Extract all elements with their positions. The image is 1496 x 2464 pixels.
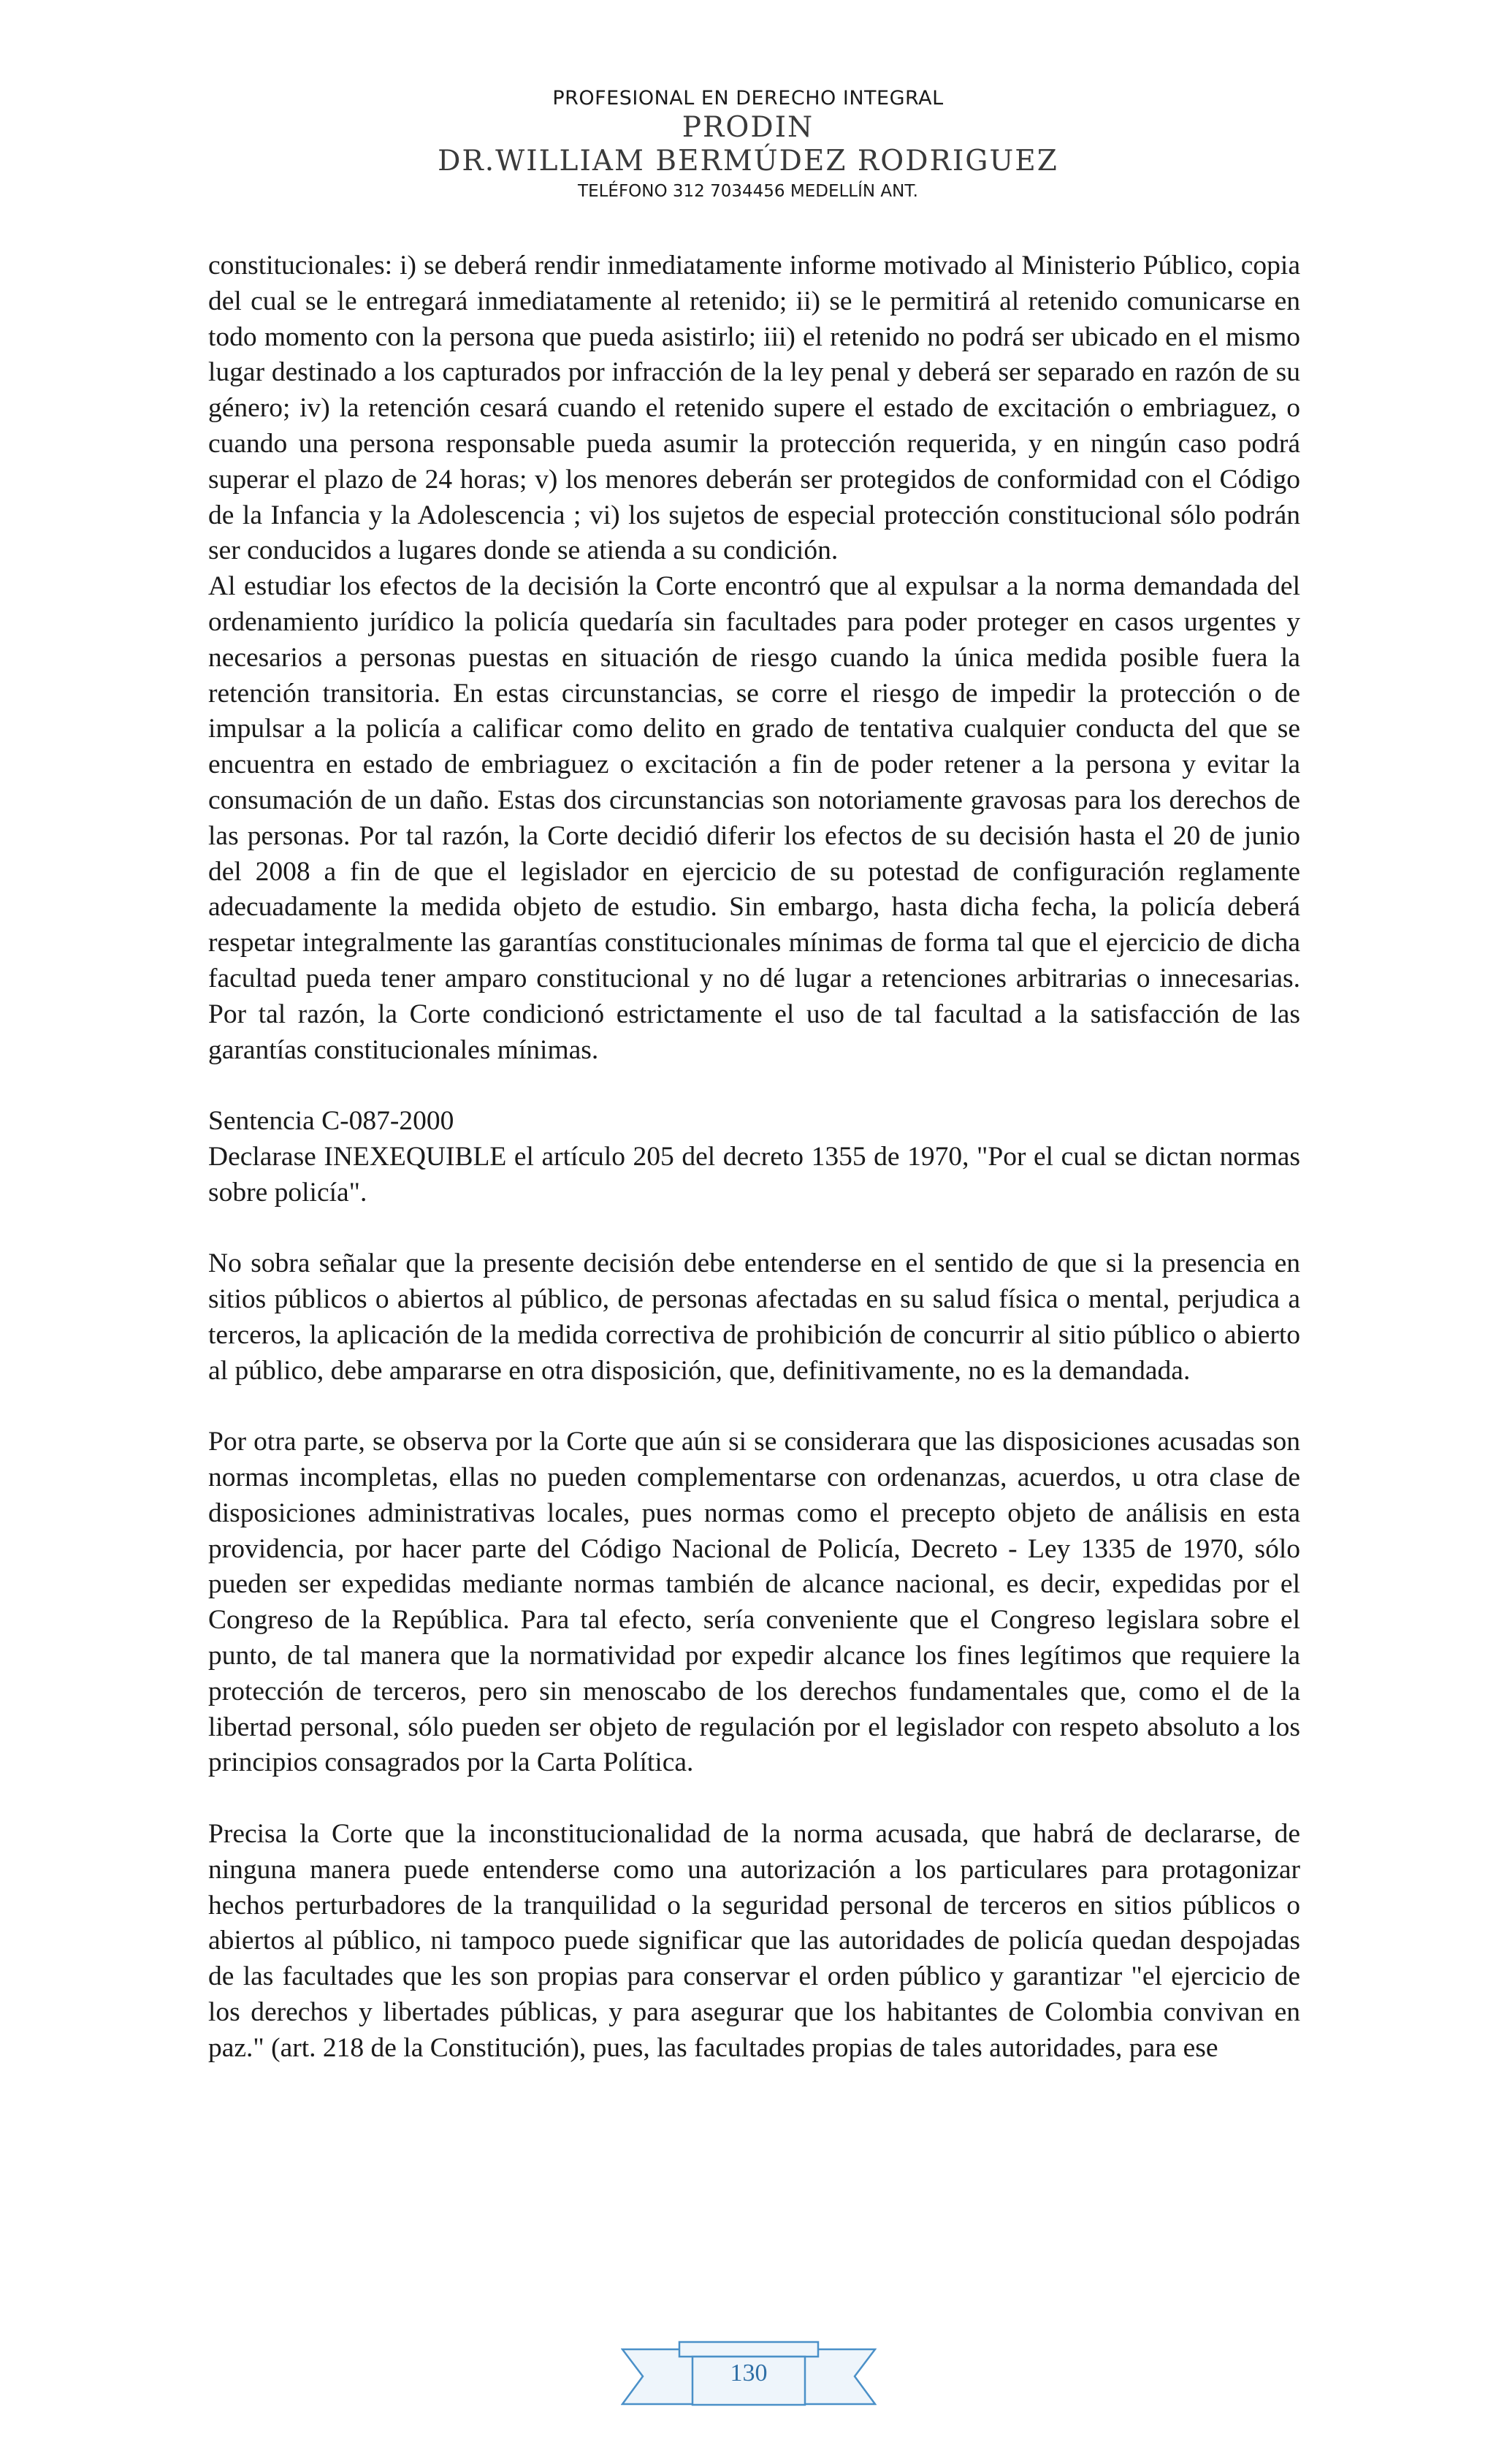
header-phone: TELÉFONO 312 7034456 MEDELLÍN ANT. bbox=[578, 182, 918, 201]
paragraph-effects: Al estudiar los efectos de la decisión la Corte encontró que al expulsar a la norma demandada del ordenamiento jurídico la policía quedaría sin facultades para poder proteger en casos urgentes y necesarios a personas puestas en situación de riesgo cuando la única medida posible fuera la retención transitoria. En estas circunstancias, se corre el riesgo de impedir la protección o de impulsar a la policía a calificar como delito en grado de tentativa cualquier conducta del que se encuentra en estado de embriaguez o excitación a fin de poder retener a la persona y evitar la consumación de un daño. Estas dos circunstancias son notoriamente gravosas para los derechos de las personas. Por tal razón, la Corte decidió diferir los efectos de su decisión hasta el 20 de junio del 2008 a fin de que el legislador en ejercicio de su potestad de configuración reglamente adecuadamente la medida objeto de estudio. Sin embargo, hasta dicha fecha, la policía deberá respetar integralmente las garantías constitucionales mínimas de forma tal que el ejercicio de dicha facultad pueda tener amparo constitucional y no dé lugar a retenciones arbitrarias o innecesarias. Por tal razón, la Corte condicionó estrictamente el uso de tal facultad a la satisfacción de las garantías constitucionales mínimas. bbox=[208, 571, 1300, 1065]
paragraph-unconstitutionality: Precisa la Corte que la inconstitucionalidad de la norma acusada, que habrá de declararse, de ninguna manera puede entenderse como una autorización a los particulares para protagonizar hechos perturbadores de la tranquilidad o la seguridad personal de terceros en sitios públicos o abiertos al público, ni tampoco puede significar que las autoridades de policía quedan despojadas de las facultades que les son propias para conservar el orden público y garantizar "el ejercicio de los derechos y libertades públicas, y para asegurar que los habitantes de Colombia convivan en paz." (art. 218 de la Constitución), pues, las facultades propias de tales autoridades, para ese bbox=[208, 1819, 1300, 2063]
header-firm-name: PRODIN bbox=[682, 111, 814, 144]
paragraph-incomplete-norms: Por otra parte, se observa por la Corte que aún si se considerara que las disposiciones acusadas son normas incompletas, ellas no pueden complementarse con ordenanzas, acuerdos, u otra clase de disposiciones administrativas locales, pues normas como el precepto objeto de análisis en esta providencia, por hacer parte del Código Nacional de Policía, Decreto - Ley 1335 de 1970, sólo pueden ser expedidas mediante normas también de alcance nacional, es decir, expedidas por el Congreso de la República. Para tal efecto, sería conveniente que el Congreso legislara sobre el punto, de tal manera que la normatividad por expedir alcance los fines legítimos que requiere la protección de terceros, pero sin menoscabo de los derechos fundamentales que, como el de la libertad personal, sólo pueden ser objeto de regulación por el legislador con respeto absoluto a los principios consagrados por la Carta Política. bbox=[208, 1427, 1300, 1778]
header-profession: PROFESIONAL EN DERECHO INTEGRAL bbox=[552, 87, 944, 110]
paragraph-health: No sobra señalar que la presente decisión debe entenderse en el sentido de que si la presencia en sitios públicos o abiertos al público, de personas afectadas en su salud física o mental, perjudica a terceros, la aplicación de la medida correctiva de prohibición de concurrir al sitio público o abierto al público, debe ampararse en otra disposición, que, definitivamente, no es la demandada. bbox=[208, 1248, 1300, 1386]
ruling-reference: Sentencia C-087-2000 bbox=[208, 1106, 454, 1137]
ruling-decision: Declarase INEXEQUIBLE el artículo 205 del decreto 1355 de 1970, "Por el cual se dictan normas sobre policía". bbox=[208, 1141, 1300, 1208]
document-body bbox=[208, 248, 1300, 2067]
page-header bbox=[0, 86, 1496, 203]
header-lawyer-name: DR.WILLIAM BERMÚDEZ RODRIGUEZ bbox=[438, 145, 1058, 178]
page-number: 130 bbox=[730, 2360, 768, 2387]
page-footer bbox=[621, 2335, 877, 2415]
paragraph-guarantees: constitucionales: i) se deberá rendir inmediatamente informe motivado al Ministerio Público, copia del cual se le entregará inmediatamente al retenido; ii) se le permitirá al retenido comunicarse en todo momento con la persona que pueda asistirlo; iii) el retenido no podrá ser ubicado en el mismo lugar destinado a los capturados por infracción de la ley penal y deberá ser separado en razón de su género; iv) la retención cesará cuando el retenido supere el estado de excitación o embriaguez, o cuando una persona responsable pueda asumir la protección requerida, y en ningún caso podrá superar el plazo de 24 horas; v) los menores deberán ser protegidos de conformidad con el Código de la Infancia y la Adolescencia ; vi) los sujetos de especial protección constitucional sólo podrán ser conducidos a lugares donde se atienda a su condición. bbox=[208, 251, 1300, 566]
